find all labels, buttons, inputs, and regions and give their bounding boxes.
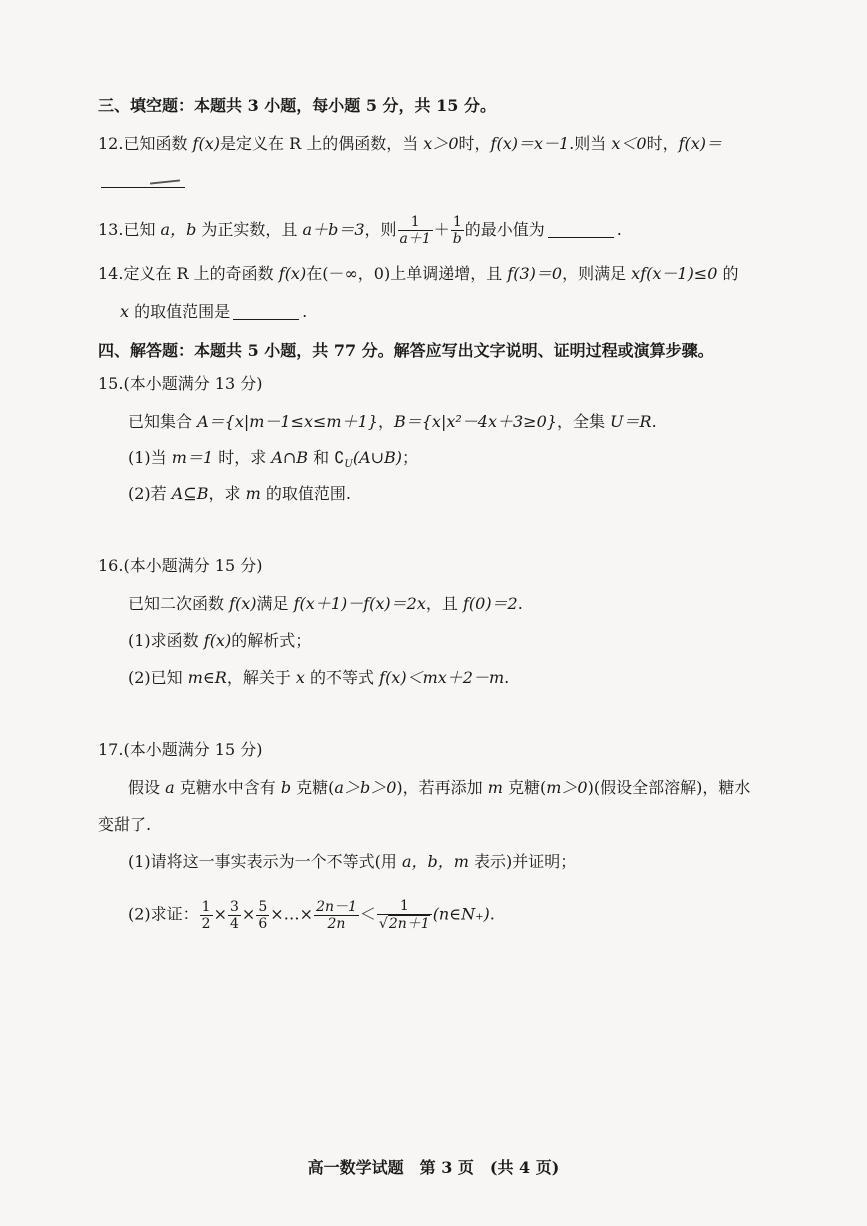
q17-head: 17.(本小题满分 15 分) <box>98 740 263 759</box>
q17-frac-2: $\frac{3}{4}$ <box>230 898 239 932</box>
q17-frac-5: $\frac{1}{√2n+1}$ <box>378 898 430 932</box>
q15-part2: (2)若 A⊆B，求 m 的取值范围. <box>128 484 351 503</box>
section3-title: 三、填空题：本题共 3 小题，每小题 5 分，共 15 分。 <box>98 96 496 115</box>
q15-part1: (1)当 m＝1 时，求 A∩B 和 $∁_U(A\cup B)$； <box>128 448 419 471</box>
q16-equation: f(x＋1)－f(x)＝2x <box>293 594 426 613</box>
q14-line2: x 的取值范围是 . <box>120 302 308 321</box>
q13-plus: ＋ <box>433 220 450 239</box>
q16-head: 16.(本小题满分 15 分) <box>98 556 263 575</box>
q17-part2: (2)求证： $\frac{1}{2}$ × $\frac{3}{4}$ × $\frac{5}{6}$ ×…× $\frac{2n-1}{2n}$ ＜ $\frac{1}{√2n+1}$ (n∈N₊). <box>128 898 495 932</box>
q14-ineq: xf(x－1)≤0 <box>631 264 718 283</box>
q15-universe: U＝R <box>610 412 652 431</box>
q12-expr: f(x)＝x－1 <box>490 134 570 153</box>
q17-frac-1: $\frac{1}{2}$ <box>201 898 211 932</box>
page-footer: 高一数学试题 第 3 页 (共 4 页) <box>307 1158 560 1177</box>
q13-text: 的最小值为 <box>464 220 545 239</box>
q14-text: 的 <box>717 264 739 283</box>
q12-cond2: x＜0 <box>611 134 647 153</box>
q13-vars: a，b <box>160 220 197 239</box>
q15-set-a: A＝{x|m－1≤x≤m＋1} <box>197 412 378 431</box>
sqrt-expression: √2n＋1 <box>378 916 430 932</box>
q12-tail: f(x)＝ <box>678 134 723 153</box>
q12-text: 时， <box>646 134 679 153</box>
q12-cond1: x＞0 <box>423 134 459 153</box>
q14-text: 在(－∞，0)上单调递增，且 <box>306 264 508 283</box>
q13-fraction-1: $\frac{1}{a+1}$ <box>399 214 431 247</box>
q13-text: 为正实数，且 <box>196 220 303 239</box>
q15-statement: 已知集合 A＝{x|m－1≤x≤m＋1}，B＝{x|x²－4x＋3≥0}，全集 U＝R. <box>128 412 657 431</box>
q12-line1 <box>98 134 722 154</box>
q14-f3: f(3)＝0 <box>507 264 563 283</box>
q17-part1: (1)请将这一事实表示为一个不等式(用 a，b，m 表示)并证明； <box>128 852 577 871</box>
q16-statement: 已知二次函数 f(x)满足 f(x＋1)－f(x)＝2x，且 f(0)＝2. <box>128 594 523 613</box>
q14-answer-blank[interactable] <box>233 318 299 320</box>
q17-statement-line2: 变甜了. <box>98 815 152 834</box>
complement-symbol: ∁ <box>334 448 345 467</box>
q17-condition: (n∈N₊) <box>432 904 490 924</box>
q17-statement-line1: 假设 a 克糖水中含有 b 克糖(a＞b＞0)，若再添加 m 克糖(m＞0)(假设全部溶解)，糖水 <box>128 778 751 797</box>
q14-text: ，则满足 <box>562 264 632 283</box>
q15-set-b: B＝{x|x²－4x＋3≥0} <box>393 412 557 431</box>
q16-inequality: f(x)＜mx＋2－m <box>379 668 505 687</box>
q12-fx: f(x) <box>192 134 220 153</box>
q13-fraction-2: $\frac{1}{b}$ <box>452 214 462 247</box>
q13-text: 13.已知 <box>98 220 161 239</box>
q13-text: ，则 <box>364 220 397 239</box>
q12-answer-blank[interactable] <box>101 186 185 188</box>
q17-frac-3: $\frac{5}{6}$ <box>258 898 268 932</box>
q12-text: 时， <box>458 134 491 153</box>
q12-text: 12.已知函数 <box>98 134 193 153</box>
q13-line: 13.已知 a，b 为正实数，且 a＋b＝3，则 $\frac{1}{a+1}$ ＋ $\frac{1}{b}$ 的最小值为 . <box>98 214 622 247</box>
q14-line1 <box>98 264 739 284</box>
q14-text: 14.定义在 R 上的奇函数 <box>98 264 279 283</box>
q14-var: x <box>120 302 130 321</box>
q15-head: 15.(本小题满分 13 分) <box>98 374 263 393</box>
q14-text: 的取值范围是 <box>129 302 231 321</box>
q12-text: .则当 <box>569 134 612 153</box>
sqrt-symbol: √ <box>378 916 388 932</box>
q13-cond: a＋b＝3 <box>302 220 365 239</box>
q16-part1: (1)求函数 f(x)的解析式； <box>128 631 312 650</box>
q17-frac-4: $\frac{2n-1}{2n}$ <box>316 898 357 932</box>
q12-text: 是定义在 R 上的偶函数，当 <box>219 134 424 153</box>
q14-fx: f(x) <box>278 264 307 283</box>
q13-answer-blank[interactable] <box>548 236 614 238</box>
q16-part2: (2)已知 m∈R，解关于 x 的不等式 f(x)＜mx＋2－m. <box>128 668 510 687</box>
section4-title: 四、解答题：本题共 5 小题，共 77 分。解答应写出文字说明、证明过程或演算步骤。 <box>98 341 714 360</box>
